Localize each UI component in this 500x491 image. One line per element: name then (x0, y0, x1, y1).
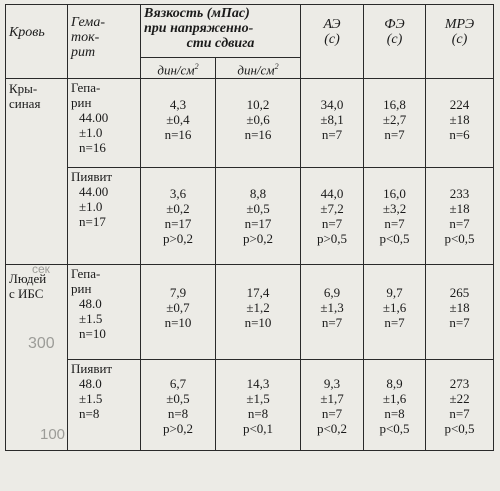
value-cell: 16,8 ±2,7 n=7 (364, 79, 426, 168)
value-cell: 6,7 ±0,5 n=8 p>0,2 (141, 360, 216, 451)
header-ae: АЭ (с) (301, 5, 364, 79)
table-row (6, 79, 494, 168)
value-cell: 6,9 ±1,3 n=7 (301, 265, 364, 360)
value-cell: 224 ±18 n=6 (426, 79, 494, 168)
table-row (6, 168, 494, 265)
header-mre: МРЭ (с) (426, 5, 494, 79)
hematocrit-cell: Пиявит 48.0 ±1.5 n=8 (68, 360, 141, 451)
header-row (6, 5, 494, 58)
hematocrit-cell: Гепа- рин 44.00 ±1.0 n=16 (68, 79, 141, 168)
value-cell: 10,2 ±0,6 n=16 (216, 79, 301, 168)
value-cell: 8,8 ±0,5 n=17 p>0,2 (216, 168, 301, 265)
hematocrit-cell: Пиявит 44.00 ±1.0 n=17 (68, 168, 141, 265)
table-row (6, 265, 494, 360)
value-cell: 3,6 ±0,2 n=17 p>0,2 (141, 168, 216, 265)
value-cell: 44,0 ±7,2 n=7 p>0,5 (301, 168, 364, 265)
value-cell: 17,4 ±1,2 n=10 (216, 265, 301, 360)
value-cell: 9,3 ±1,7 n=7 p<0,2 (301, 360, 364, 451)
value-cell: 9,7 ±1,6 n=7 (364, 265, 426, 360)
value-cell: 233 ±18 n=7 p<0,5 (426, 168, 494, 265)
value-cell: 14,3 ±1,5 n=8 p<0,1 (216, 360, 301, 451)
header-hematocrit: Гема- ток- рит (68, 5, 141, 79)
units-low-shear: дин/$см^2$ (141, 58, 216, 79)
bleed-through-label: 300 (28, 335, 55, 352)
value-cell: 273 ±22 n=7 p<0,5 (426, 360, 494, 451)
group-name: Кры- синая (6, 79, 68, 265)
header-fe: ФЭ (с) (364, 5, 426, 79)
value-cell: 265 ±18 n=7 (426, 265, 494, 360)
bleed-through-label: сек (32, 262, 50, 276)
value-cell: 34,0 ±8,1 n=7 (301, 79, 364, 168)
hematocrit-cell: Гепа- рин 48.0 ±1.5 n=10 (68, 265, 141, 360)
value-cell: 7,9 ±0,7 n=10 (141, 265, 216, 360)
value-cell: 4,3 ±0,4 n=16 (141, 79, 216, 168)
units-high-shear: дин/$см^2$ (216, 58, 301, 79)
header-viscosity: Вязкость (мПас) при напряженно- сти сдвига (141, 5, 301, 58)
table-row (6, 360, 494, 451)
header-blood: Кровь (6, 5, 68, 79)
viscosity-table (5, 4, 494, 451)
value-cell: 16,0 ±3,2 n=7 p<0,5 (364, 168, 426, 265)
group-name: Людей с ИБС (6, 265, 68, 451)
value-cell: 8,9 ±1,6 n=8 p<0,5 (364, 360, 426, 451)
bleed-through-label: 100 (40, 426, 66, 443)
